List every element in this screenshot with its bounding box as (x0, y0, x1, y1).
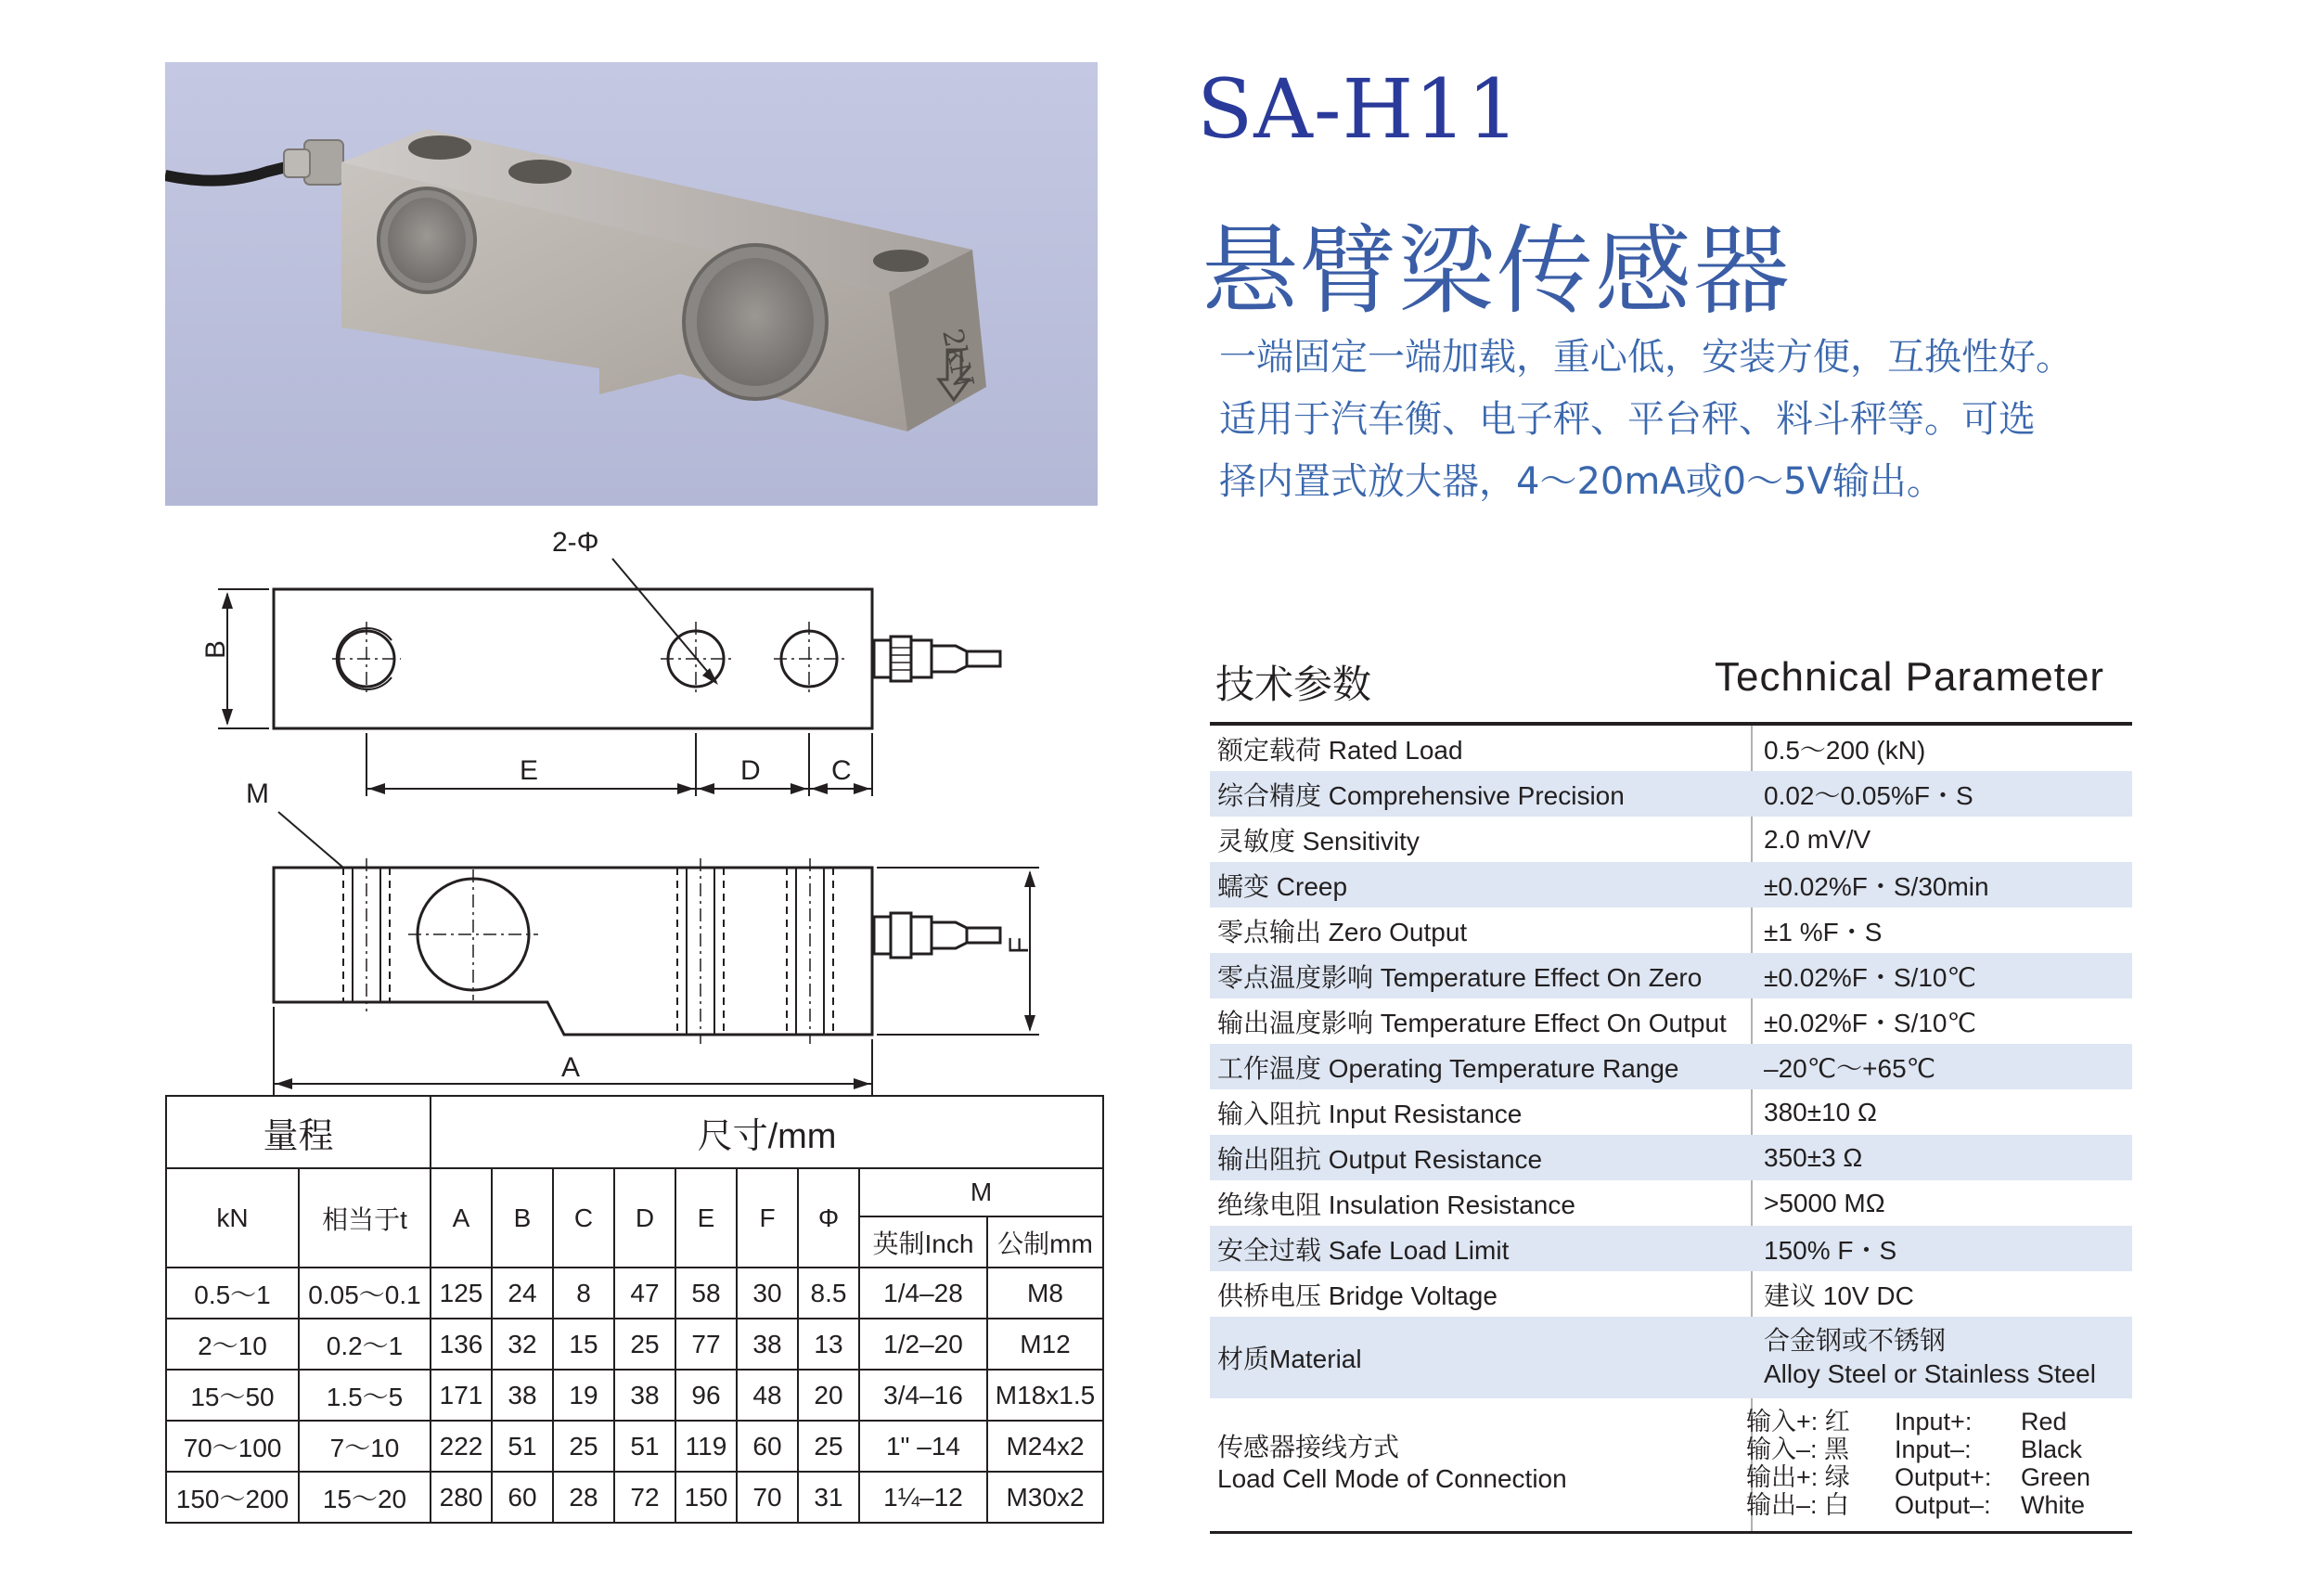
param-row (1210, 1226, 2132, 1271)
cell: 1" –14 (859, 1421, 987, 1472)
cell: 15～20 (299, 1472, 431, 1523)
param-name: 供桥电压 Bridge Voltage (1217, 1281, 1498, 1310)
col-f: F (737, 1168, 798, 1268)
cell: 119 (675, 1421, 737, 1472)
cell: 136 (431, 1319, 492, 1370)
param-value: 380±10 Ω (1764, 1097, 1877, 1126)
param-value: 150% F・S (1764, 1235, 1897, 1265)
cell: 51 (492, 1421, 553, 1472)
wire-en: Input+: (1895, 1408, 1973, 1435)
cell: M30x2 (987, 1472, 1103, 1523)
label-f: F (1004, 936, 1035, 954)
label-m: M (246, 779, 269, 809)
tech-title-en: Technical Parameter (1715, 654, 2105, 700)
product-name: 悬臂梁传感器 (1202, 214, 1793, 328)
wire-cn: 输出+: 绿 (1746, 1463, 1850, 1491)
cell: 28 (553, 1472, 614, 1523)
table-row (166, 1268, 1103, 1319)
connection-name-cn: 传感器接线方式 (1217, 1433, 1400, 1461)
cell: 51 (614, 1421, 675, 1472)
label-a: A (561, 1052, 581, 1083)
cell: 30 (737, 1268, 798, 1319)
param-row-material (1210, 1317, 2132, 1398)
param-name: 零点输出 Zero Output (1217, 917, 1468, 946)
description-line: 适用于汽车衡、电子秤、平台秤、料斗秤等。可选 (1219, 398, 2036, 441)
cell: 70～100 (166, 1421, 299, 1472)
wire-color: Black (2021, 1435, 2083, 1463)
wire-color: Green (2021, 1463, 2091, 1491)
param-name: 绝缘电阻 Insulation Resistance (1217, 1190, 1575, 1219)
param-name: 输入阻抗 Input Resistance (1217, 1099, 1523, 1128)
cell: 70 (737, 1472, 798, 1523)
cell: 1/4–28 (859, 1268, 987, 1319)
table-row (166, 1319, 1103, 1370)
table-row (166, 1421, 1103, 1472)
wire-en: Input–: (1895, 1435, 1972, 1463)
cell: 25 (614, 1319, 675, 1370)
cell: 125 (431, 1268, 492, 1319)
cell: 38 (492, 1370, 553, 1421)
param-name: 蠕变 Creep (1217, 871, 1348, 901)
cell: 77 (675, 1319, 737, 1370)
cell: 1.5～5 (299, 1370, 431, 1421)
param-row (1210, 907, 2132, 953)
col-a: A (431, 1168, 492, 1268)
wire-color: White (2021, 1491, 2086, 1519)
cell: 171 (431, 1370, 492, 1421)
param-name: 安全过载 Safe Load Limit (1217, 1235, 1510, 1265)
cell: M8 (987, 1268, 1103, 1319)
model-number: SA-H11 (1197, 61, 1521, 157)
param-value: ±0.02%F・S/30min (1764, 871, 1989, 901)
param-row (1210, 1044, 2132, 1089)
label-c: C (831, 755, 852, 786)
cell: M12 (987, 1319, 1103, 1370)
table-row (166, 1472, 1103, 1523)
cell: 1/2–20 (859, 1319, 987, 1370)
wire-cn: 输入–: 黑 (1746, 1435, 1850, 1463)
wire-cn: 输入+: 红 (1746, 1408, 1850, 1435)
param-row (1210, 862, 2132, 907)
cell: 280 (431, 1472, 492, 1523)
cell: 32 (492, 1319, 553, 1370)
col-e: E (675, 1168, 737, 1268)
size-header: 尺寸/mm (431, 1096, 1103, 1168)
param-value: 建议 10V DC (1764, 1281, 1914, 1310)
cell: 25 (798, 1421, 859, 1472)
param-name: 输出温度影响 Temperature Effect On Output (1217, 1008, 1727, 1037)
cell: 3/4–16 (859, 1370, 987, 1421)
material-en: Alloy Steel or Stainless Steel (1764, 1359, 2096, 1388)
param-row (1210, 817, 2132, 862)
cell: 38 (737, 1319, 798, 1370)
cell: 58 (675, 1268, 737, 1319)
divider (1210, 1531, 2132, 1534)
param-value: 0.02～0.05%F・S (1764, 780, 1973, 810)
wiring-list (1746, 1408, 2132, 1519)
param-name: 灵敏度 Sensitivity (1217, 826, 1420, 856)
description-line: 择内置式放大器，4～20mA或0～5V输出。 (1219, 460, 1944, 503)
cell: 60 (737, 1421, 798, 1472)
product-photo (165, 62, 1098, 506)
wire-en: Output+: (1895, 1463, 1992, 1491)
param-name: 输出阻抗 Output Resistance (1217, 1144, 1543, 1174)
description-line: 一端固定一端加载，重心低，安装方便，互换性好。 (1219, 336, 2073, 379)
cell: M18x1.5 (987, 1370, 1103, 1421)
param-row (1210, 953, 2132, 998)
cell: 72 (614, 1472, 675, 1523)
cell: 60 (492, 1472, 553, 1523)
cell: 222 (431, 1421, 492, 1472)
parameter-list (1210, 726, 2132, 1528)
cell: 0.2～1 (299, 1319, 431, 1370)
dimension-table (165, 1095, 1104, 1524)
cell: 15～50 (166, 1370, 299, 1421)
range-header: 量程 (166, 1096, 431, 1168)
param-row (1210, 1271, 2132, 1317)
param-value: ±0.02%F・S/10℃ (1764, 1008, 1976, 1037)
param-row (1210, 998, 2132, 1044)
col-c: C (553, 1168, 614, 1268)
cell: 20 (798, 1370, 859, 1421)
param-value: ±0.02%F・S/10℃ (1764, 962, 1976, 992)
col-phi: Φ (798, 1168, 859, 1268)
cell: 24 (492, 1268, 553, 1319)
param-row (1210, 726, 2132, 771)
param-row (1210, 1135, 2132, 1180)
cell: 0.5～1 (166, 1268, 299, 1319)
col-m: M (859, 1168, 1103, 1216)
label-e: E (520, 755, 539, 786)
col-d: D (614, 1168, 675, 1268)
cell: 31 (798, 1472, 859, 1523)
cell: 150～200 (166, 1472, 299, 1523)
cell: 8 (553, 1268, 614, 1319)
material-cn: 合金钢或不锈钢 (1764, 1326, 1947, 1355)
param-row (1210, 1089, 2132, 1135)
cell: 150 (675, 1472, 737, 1523)
param-name: 综合精度 Comprehensive Precision (1217, 780, 1625, 810)
cell: 38 (614, 1370, 675, 1421)
dimension-drawing (176, 520, 1039, 1095)
connection-name-en: Load Cell Mode of Connection (1217, 1464, 1567, 1493)
tech-title-cn: 技术参数 (1215, 662, 1372, 707)
param-name: 额定载荷 Rated Load (1217, 735, 1463, 765)
param-name: 零点温度影响 Temperature Effect On Zero (1217, 962, 1703, 992)
product-description (1219, 327, 2193, 513)
col-m-inch: 英制Inch (859, 1216, 987, 1268)
col-kn: kN (166, 1168, 299, 1268)
cell: 1¼–12 (859, 1472, 987, 1523)
cell: 47 (614, 1268, 675, 1319)
param-value: 2.0 mV/V (1764, 824, 1871, 854)
param-value: 350±3 Ω (1764, 1142, 1863, 1172)
cell: 48 (737, 1370, 798, 1421)
cell: 96 (675, 1370, 737, 1421)
table-row (166, 1370, 1103, 1421)
cell: 15 (553, 1319, 614, 1370)
param-name: 工作温度 Operating Temperature Range (1217, 1053, 1679, 1083)
param-row (1210, 1180, 2132, 1226)
cell: 0.05～0.1 (299, 1268, 431, 1319)
col-t: 相当于t (299, 1168, 431, 1268)
wire-en: Output–: (1895, 1491, 1991, 1519)
col-b: B (492, 1168, 553, 1268)
cell: 19 (553, 1370, 614, 1421)
cell: 8.5 (798, 1268, 859, 1319)
label-d: D (740, 755, 761, 786)
param-value: 0.5～200 (kN) (1764, 735, 1926, 765)
cell: 7～10 (299, 1421, 431, 1472)
label-phi: 2-Φ (552, 527, 599, 558)
param-value: ±1 %F・S (1764, 917, 1883, 946)
wire-cn: 输出–: 白 (1746, 1491, 1850, 1519)
cell: M24x2 (987, 1421, 1103, 1472)
param-row (1210, 771, 2132, 817)
cell: 25 (553, 1421, 614, 1472)
param-name: 材质Material (1217, 1345, 1362, 1373)
param-value: –20℃～+65℃ (1764, 1053, 1936, 1083)
capacity-engraving: 2kN (935, 326, 980, 391)
label-b: B (200, 639, 231, 659)
cell: 13 (798, 1319, 859, 1370)
col-m-metric: 公制mm (987, 1216, 1103, 1268)
param-value: >5000 MΩ (1764, 1188, 1885, 1217)
param-row-connection (1210, 1398, 2132, 1528)
cell: 2～10 (166, 1319, 299, 1370)
wire-color: Red (2021, 1408, 2067, 1435)
